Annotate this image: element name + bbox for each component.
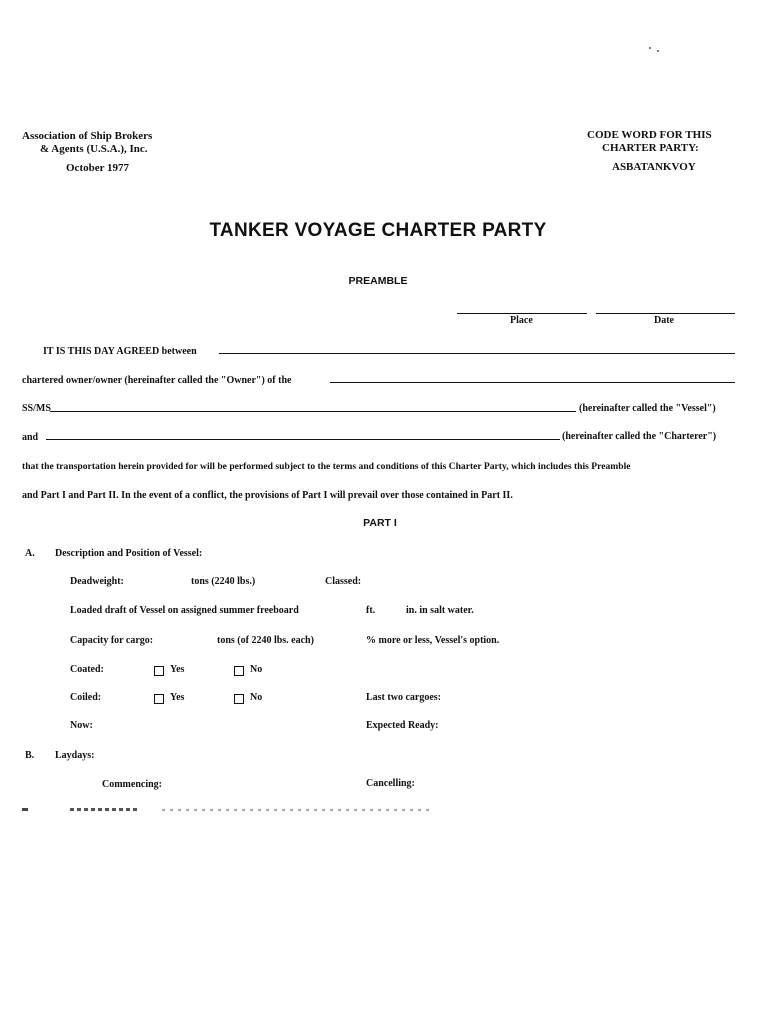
capacity-tolerance: % more or less, Vessel's option. xyxy=(366,635,500,646)
coiled-label: Coiled: xyxy=(70,692,102,703)
charterer-suffix-label: (hereinafter called the "Charterer") xyxy=(562,431,717,442)
now-label: Now: xyxy=(70,720,93,731)
coiled-yes-label: Yes xyxy=(170,692,185,703)
agreed-between-label: IT IS THIS DAY AGREED between xyxy=(43,346,197,357)
expected-ready-label: Expected Ready: xyxy=(366,720,439,731)
section-a-letter: A. xyxy=(25,548,35,559)
capacity-unit: tons (of 2240 lbs. each) xyxy=(217,635,314,646)
coated-yes-label: Yes xyxy=(170,664,185,675)
coated-yes-checkbox[interactable] xyxy=(154,666,164,676)
date-label: Date xyxy=(654,315,674,326)
association-name-line1: Association of Ship Brokers xyxy=(22,130,153,142)
form-date: October 1977 xyxy=(66,162,130,174)
code-word-heading-line2: CHARTER PARTY: xyxy=(602,142,699,154)
part-one-heading: PART I xyxy=(363,517,397,529)
deadweight-unit: tons (2240 lbs.) xyxy=(191,576,256,587)
owner-field-line[interactable] xyxy=(330,382,735,383)
document-title: TANKER VOYAGE CHARTER PARTY xyxy=(209,220,547,241)
section-a-title: Description and Position of Vessel: xyxy=(55,548,203,559)
draft-in-label: in. in salt water. xyxy=(406,605,474,616)
scan-speck xyxy=(657,50,659,52)
preamble-heading: PREAMBLE xyxy=(348,275,408,287)
place-label: Place xyxy=(510,315,533,326)
date-field-line[interactable] xyxy=(596,313,735,314)
coiled-no-checkbox[interactable] xyxy=(234,694,244,704)
code-word-heading-line1: CODE WORD FOR THIS xyxy=(587,129,712,141)
association-name-line2: & Agents (U.S.A.), Inc. xyxy=(40,143,148,155)
place-field-line[interactable] xyxy=(457,313,587,314)
scan-speck xyxy=(649,47,651,49)
coiled-yes-checkbox[interactable] xyxy=(154,694,164,704)
preamble-paragraph-line2: and Part I and Part II. In the event of a conflict, the provisions of Part I will prevail over those contained in Part II. xyxy=(22,490,513,501)
commencing-label: Commencing: xyxy=(102,779,162,790)
owner-label: chartered owner/owner (hereinafter called the "Owner") of the xyxy=(22,375,292,386)
charterer-field-line[interactable] xyxy=(46,439,560,440)
classed-label: Classed: xyxy=(325,576,362,587)
draft-label: Loaded draft of Vessel on assigned summer freeboard xyxy=(70,605,299,616)
and-label: and xyxy=(22,432,39,443)
cut-off-next-line xyxy=(22,808,442,812)
coated-label: Coated: xyxy=(70,664,104,675)
draft-ft-label: ft. xyxy=(366,605,376,616)
section-b-title: Laydays: xyxy=(55,750,95,761)
ssms-label: SS/MS xyxy=(22,403,51,414)
last-two-cargoes-label: Last two cargoes: xyxy=(366,692,441,703)
preamble-paragraph-line1: that the transportation herein provided for will be performed subject to the terms and conditions of this Charter Party, which includes this Preamble xyxy=(22,461,631,472)
section-b-letter: B. xyxy=(25,750,35,761)
agreed-between-field-line[interactable] xyxy=(219,353,735,354)
coated-no-label: No xyxy=(250,664,263,675)
deadweight-label: Deadweight: xyxy=(70,576,124,587)
vessel-suffix-label: (hereinafter called the "Vessel") xyxy=(579,403,716,414)
coiled-no-label: No xyxy=(250,692,263,703)
code-word-value: ASBATANKVOY xyxy=(612,161,696,173)
vessel-field-line[interactable] xyxy=(50,411,576,412)
capacity-label: Capacity for cargo: xyxy=(70,635,154,646)
coated-no-checkbox[interactable] xyxy=(234,666,244,676)
cancelling-label: Cancelling: xyxy=(366,778,415,789)
